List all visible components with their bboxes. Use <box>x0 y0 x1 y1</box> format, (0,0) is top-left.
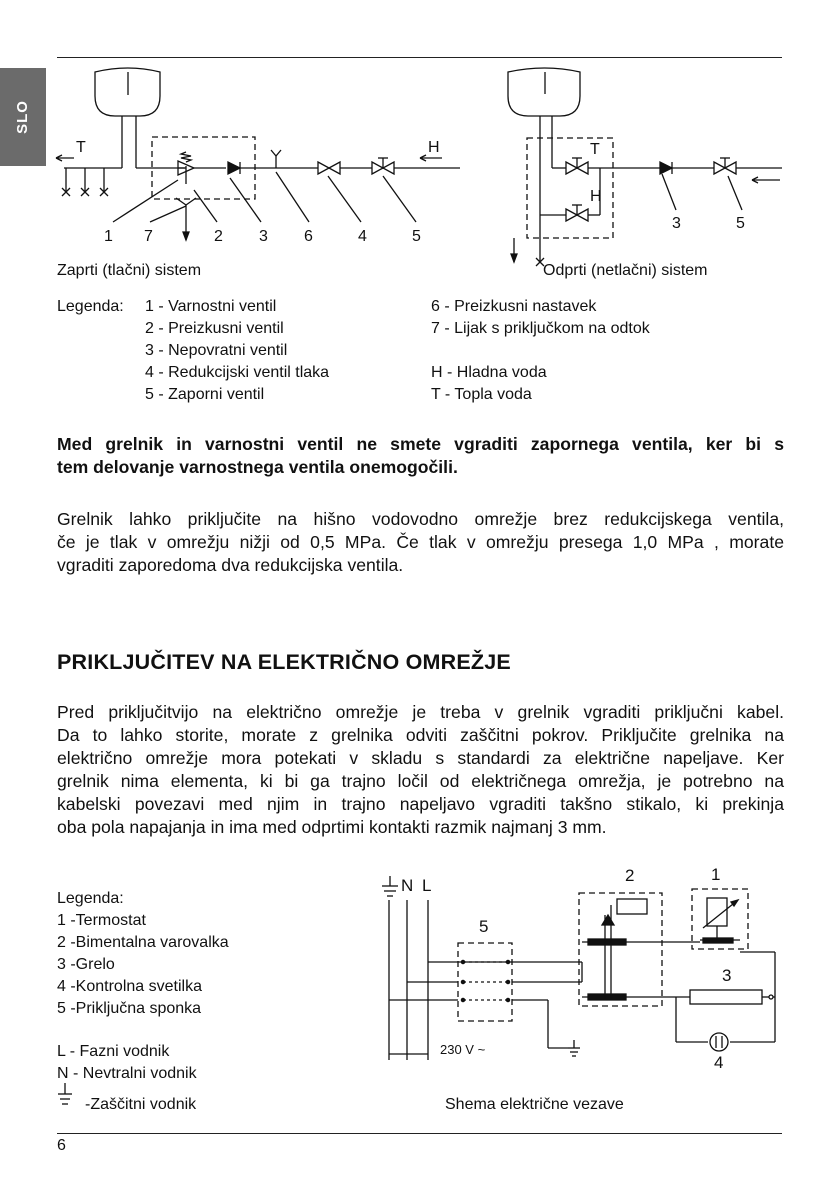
warning-text <box>57 433 784 479</box>
paragraph-pressure <box>57 508 784 577</box>
paragraph-line: kabelski povezavi med njim in trajno napeljavo vgraditi takšno stikalo, ki prekinja <box>57 794 784 814</box>
schematic-label-2: 2 <box>625 866 635 885</box>
legend-item: 7 - Lijak s priključkom na odtok <box>431 320 650 337</box>
electric-legend-item: 3 -Grelo <box>57 956 115 973</box>
closed-label-1: 1 <box>104 228 113 245</box>
top-rule <box>57 57 782 58</box>
closed-label-5: 5 <box>412 228 421 245</box>
legend-neutral: N - Nevtralni vodnik <box>57 1065 197 1082</box>
paragraph-electric <box>57 701 784 839</box>
electric-legend-item: 1 -Termostat <box>57 912 146 929</box>
closed-label-4: 4 <box>358 228 367 245</box>
legend-phase: L - Fazni vodnik <box>57 1043 170 1060</box>
label-H-closed: H <box>428 139 440 156</box>
paragraph-line: oba pola napajanja in ima med odprtimi kontakti razmik najmanj 3 mm. <box>57 817 607 837</box>
section-title: PRIKLJUČITEV NA ELEKTRIČNO OMREŽJE <box>57 650 511 674</box>
page-number: 6 <box>57 1137 66 1154</box>
legend-item: H - Hladna voda <box>431 364 547 381</box>
legend-item: T - Topla voda <box>431 386 532 403</box>
legend-prefix: Legenda: <box>57 298 124 315</box>
legend-item: 5 - Zaporni ventil <box>145 386 265 403</box>
electric-legend-title: Legenda: <box>57 890 124 907</box>
paragraph-line: Grelnik lahko priključite na hišno vodovodno omrežje brez redukcijskega ventila, <box>57 509 784 529</box>
electric-legend-item: 5 -Priključna sponka <box>57 1000 202 1017</box>
label-T-open: T <box>590 141 600 158</box>
paragraph-line: grelnik nima elementa, ki bi ga trajno ločil od električnega omrežja, je potrebno na <box>57 771 784 791</box>
mains-N-label: N <box>401 876 414 895</box>
open-label-3: 3 <box>672 215 681 232</box>
legend-item: 6 - Preizkusni nastavek <box>431 298 597 315</box>
schematic-label-1: 1 <box>711 865 721 884</box>
warning-line: tem delovanje varnostnega ventila onemogočili. <box>57 457 458 477</box>
warning-line: Med grelnik in varnostni ventil ne smete vgraditi zapornega ventila, ker bi s <box>57 434 784 454</box>
label-T-closed: T <box>76 139 86 156</box>
closed-label-7: 7 <box>144 228 153 245</box>
schematic-label-4: 4 <box>714 1053 724 1072</box>
legend-protective: -Zaščitni vodnik <box>85 1096 197 1113</box>
closed-label-6: 6 <box>304 228 313 245</box>
legend-item: 4 - Redukcijski ventil tlaka <box>145 364 330 381</box>
closed-system-caption: Zaprti (tlačni) sistem <box>57 262 202 279</box>
schematic-label-5: 5 <box>479 917 489 936</box>
legend-item: 1 - Varnostni ventil <box>145 298 277 315</box>
paragraph-line: vgraditi zaporedoma dva redukcijska ventila. <box>57 555 404 575</box>
closed-label-2: 2 <box>214 228 223 245</box>
open-system-caption: Odprti (netlačni) sistem <box>543 262 708 279</box>
schematic-label-3: 3 <box>722 966 732 985</box>
open-label-5: 5 <box>736 215 745 232</box>
paragraph-line: če je tlak v omrežju nižji od 0,5 MPa. Če tlak v omrežju presega 1,0 MPa , morate <box>57 532 784 552</box>
legend-item: 3 - Nepovratni ventil <box>145 342 288 359</box>
electric-legend-item: 4 -Kontrolna svetilka <box>57 978 202 995</box>
paragraph-line: Da to lahko storite, morate z grelnika odviti zaščitni pokrov. Priključite grelnika na <box>57 725 784 745</box>
bottom-rule <box>57 1133 782 1134</box>
language-tab <box>0 68 46 166</box>
closed-label-3: 3 <box>259 228 268 245</box>
paragraph-line: električno omrežje mora potekati v skladu s standardi za električne napeljave. Ker <box>57 748 784 768</box>
label-H-open: H <box>590 188 602 205</box>
mains-L-label: L <box>422 876 432 895</box>
paragraph-line: Pred priključitvijo na električno omrežje je treba v grelnik vgraditi priključni kabel. <box>57 702 784 722</box>
language-tab-label: SLO <box>14 100 31 134</box>
schematic-caption: Shema električne vezave <box>445 1096 624 1113</box>
voltage-label: 230 V ~ <box>440 1042 486 1057</box>
electric-legend-item: 2 -Bimentalna varovalka <box>57 934 229 951</box>
legend-item: 2 - Preizkusni ventil <box>145 320 284 337</box>
